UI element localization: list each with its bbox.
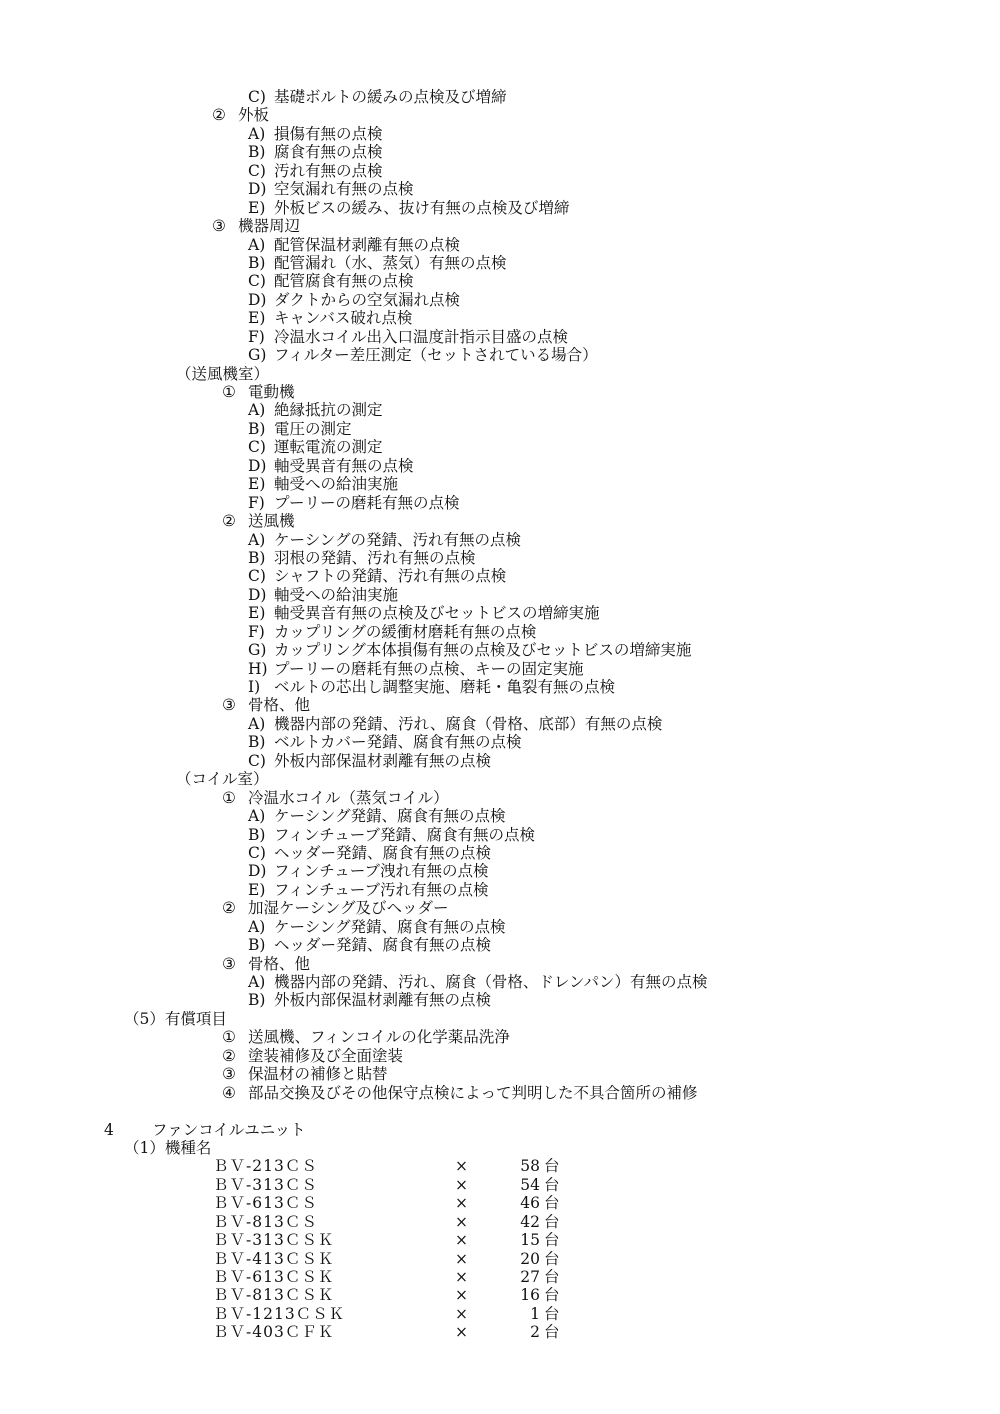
model-quantity: 20 — [520, 1249, 540, 1268]
line-text: プーリーの磨耗有無の点検 — [274, 493, 460, 512]
times-sign: × — [455, 1304, 468, 1323]
line-text: 外板ビスの緩み、抜け有無の点検及び増締 — [274, 198, 570, 217]
check-item — [0, 199, 1000, 217]
list-marker: ① — [222, 788, 236, 807]
line-text: ベルトの芯出し調整実施、磨耗・亀裂有無の点検 — [274, 678, 616, 696]
model-list — [0, 1157, 1000, 1341]
line-text: 保温材の補修と貼替 — [248, 1065, 388, 1084]
check-item — [0, 844, 1000, 862]
list-marker: B) — [248, 548, 266, 567]
list-marker: F) — [248, 493, 265, 512]
line-text: 骨格、他 — [248, 954, 311, 973]
numbered-heading — [0, 106, 1000, 124]
numbered-heading — [0, 383, 1000, 401]
check-item — [0, 162, 1000, 180]
list-marker: A) — [248, 530, 266, 549]
numbered-heading — [0, 899, 1000, 917]
list-marker: ① — [222, 383, 236, 401]
check-item — [0, 586, 1000, 604]
line-text: 外板内部保温材剥離有無の点検 — [274, 751, 492, 770]
list-marker: A) — [248, 807, 266, 826]
model-row — [0, 1305, 1000, 1323]
model-row — [0, 1194, 1000, 1212]
line-text: 軸受異音有無の点検 — [274, 456, 414, 475]
numbered-heading — [0, 512, 1000, 530]
section-heading — [0, 365, 1000, 383]
times-sign: × — [455, 1286, 468, 1305]
line-text: （送風機室） — [176, 364, 270, 383]
check-item — [0, 125, 1000, 143]
check-item — [0, 991, 1000, 1009]
list-marker: B) — [248, 991, 266, 1010]
list-marker: ③ — [222, 696, 236, 715]
check-item — [0, 936, 1000, 954]
list-marker: B) — [248, 936, 266, 955]
line-text: 機種名 — [164, 1138, 212, 1157]
check-item — [0, 254, 1000, 272]
blank-line — [0, 1102, 1000, 1120]
list-marker: H) — [248, 659, 268, 678]
model-name: ＢＶ-313ＣＳ — [213, 1175, 318, 1194]
model-name: ＢＶ-213ＣＳ — [213, 1157, 318, 1176]
check-item — [0, 549, 1000, 567]
list-marker: D) — [248, 862, 267, 881]
line-text: ベルトカバー発錆、腐食有無の点検 — [274, 733, 522, 752]
model-row — [0, 1231, 1000, 1249]
line-text: 加湿ケーシング及びヘッダー — [248, 899, 449, 918]
times-sign: × — [455, 1175, 468, 1194]
line-text: 運転電流の測定 — [274, 438, 383, 457]
line-text: 羽根の発錆、汚れ有無の点検 — [274, 548, 476, 567]
line-text: 外板 — [238, 106, 270, 125]
model-quantity: 46 — [520, 1194, 540, 1213]
list-marker: B) — [248, 825, 266, 844]
check-item — [0, 291, 1000, 309]
list-marker: A) — [248, 124, 266, 143]
model-name: ＢＶ-613ＣＳＫ — [213, 1268, 335, 1286]
list-marker: F) — [248, 622, 265, 641]
times-sign: × — [455, 1212, 468, 1231]
model-row — [0, 1286, 1000, 1304]
line-text: 送風機 — [248, 512, 295, 531]
check-item — [0, 236, 1000, 254]
check-item — [0, 678, 1000, 696]
line-text: 骨格、他 — [248, 696, 311, 715]
line-text: プーリーの磨耗有無の点検、キーの固定実施 — [274, 659, 584, 678]
list-marker: B) — [248, 419, 266, 438]
line-text: 送風機、フィンコイルの化学薬品洗浄 — [248, 1028, 510, 1047]
model-quantity: 15 — [520, 1231, 540, 1250]
list-marker: D) — [248, 585, 267, 604]
list-marker: ③ — [222, 1065, 236, 1084]
list-marker: 4 — [104, 1120, 114, 1139]
line-text: ケーシング発錆、腐食有無の点検 — [274, 807, 506, 826]
section-heading — [0, 770, 1000, 788]
times-sign: × — [455, 1231, 468, 1250]
model-row — [0, 1213, 1000, 1231]
check-item — [0, 328, 1000, 346]
check-item — [0, 531, 1000, 549]
check-item — [0, 752, 1000, 770]
line-text: シャフトの発錆、汚れ有無の点検 — [274, 567, 507, 586]
numbered-heading — [0, 1065, 1000, 1083]
model-row — [0, 1176, 1000, 1194]
list-marker: C) — [248, 751, 266, 770]
check-item — [0, 457, 1000, 475]
list-marker: （5） — [124, 1009, 165, 1028]
model-row — [0, 1250, 1000, 1268]
model-quantity: 42 — [520, 1212, 540, 1231]
subsection-heading — [0, 1010, 1000, 1028]
numbered-heading — [0, 1084, 1000, 1102]
line-text: 軸受への給油実施 — [274, 585, 399, 604]
numbered-heading — [0, 789, 1000, 807]
list-marker: E) — [248, 880, 266, 899]
check-item — [0, 881, 1000, 899]
list-marker: C) — [248, 567, 266, 586]
document-body — [0, 88, 1000, 1342]
quantity-unit: 台 — [544, 1231, 560, 1250]
list-marker: B) — [248, 143, 266, 162]
line-text: ケーシングの発錆、汚れ有無の点検 — [274, 530, 521, 549]
model-row — [0, 1268, 1000, 1286]
list-marker: C) — [248, 272, 266, 291]
model-name: ＢＶ-413ＣＳＫ — [213, 1249, 335, 1268]
numbered-heading — [0, 955, 1000, 973]
list-marker: ④ — [222, 1083, 236, 1102]
check-item — [0, 733, 1000, 751]
line-text: 機器内部の発錆、汚れ、腐食（骨格、底部）有無の点検 — [274, 714, 663, 733]
quantity-unit: 台 — [544, 1286, 560, 1305]
list-marker: C) — [248, 161, 266, 180]
model-quantity: 16 — [520, 1286, 540, 1305]
list-marker: A) — [248, 714, 266, 733]
list-marker: B) — [248, 253, 266, 272]
model-quantity: 54 — [520, 1175, 540, 1194]
model-quantity: 58 — [520, 1157, 540, 1176]
times-sign: × — [455, 1323, 468, 1342]
line-text: 冷温水コイル（蒸気コイル） — [248, 788, 449, 807]
quantity-unit: 台 — [544, 1323, 560, 1342]
line-text: 外板内部保温材剥離有無の点検 — [274, 991, 492, 1010]
check-item — [0, 567, 1000, 585]
model-quantity: 1 — [530, 1304, 540, 1323]
list-marker: B) — [248, 733, 266, 752]
check-item — [0, 272, 1000, 290]
line-text: 機器周辺 — [238, 217, 301, 236]
list-marker: ② — [212, 106, 226, 125]
chapter-heading — [0, 1121, 1000, 1139]
line-text: 電圧の測定 — [274, 419, 352, 438]
list-marker: D) — [248, 180, 267, 199]
check-item — [0, 862, 1000, 880]
line-text: ケーシング発錆、腐食有無の点検 — [274, 917, 506, 936]
list-marker: E) — [248, 309, 266, 328]
list-marker: ③ — [212, 217, 226, 236]
list-marker: C) — [248, 438, 266, 457]
line-text: 機器内部の発錆、汚れ、腐食（骨格、ドレンパン）有無の点検 — [274, 973, 708, 991]
list-marker: ② — [222, 899, 236, 918]
check-item — [0, 420, 1000, 438]
check-item — [0, 973, 1000, 991]
line-text: カップリング本体損傷有無の点検及びセットビスの増締実施 — [274, 641, 692, 660]
check-item — [0, 623, 1000, 641]
model-name: ＢＶ-613ＣＳ — [213, 1194, 318, 1213]
check-item — [0, 641, 1000, 659]
list-marker: ③ — [222, 954, 236, 973]
check-item — [0, 494, 1000, 512]
model-name: ＢＶ-313ＣＳＫ — [213, 1231, 335, 1250]
check-item — [0, 715, 1000, 733]
line-text: 軸受への給油実施 — [274, 475, 399, 494]
model-name: ＢＶ-1213ＣＳＫ — [213, 1304, 346, 1323]
line-text: 部品交換及びその他保守点検によって判明した不具合箇所の補修 — [248, 1083, 698, 1102]
line-text: キャンバス破れ点検 — [274, 309, 413, 328]
subsection-heading — [0, 1139, 1000, 1157]
list-marker: G) — [248, 641, 267, 660]
check-item — [0, 475, 1000, 493]
model-name: ＢＶ-813ＣＳ — [213, 1212, 318, 1231]
list-marker: （1） — [124, 1138, 165, 1157]
list-marker: A) — [248, 917, 266, 936]
check-item — [0, 918, 1000, 936]
line-text: 空気漏れ有無の点検 — [274, 180, 414, 199]
line-text: ダクトからの空気漏れ点検 — [274, 290, 461, 309]
line-text: フィンチューブ発錆、腐食有無の点検 — [274, 825, 536, 844]
inspection-list — [0, 88, 1000, 1157]
check-item — [0, 438, 1000, 456]
model-quantity: 27 — [520, 1268, 540, 1286]
check-item — [0, 180, 1000, 198]
line-text: フィルター差圧測定（セットされている場合） — [274, 346, 598, 365]
line-text: カップリングの緩衝材磨耗有無の点検 — [274, 622, 537, 641]
check-item — [0, 346, 1000, 364]
list-marker: ① — [222, 1028, 236, 1047]
line-text: 電動機 — [248, 383, 295, 401]
times-sign: × — [455, 1249, 468, 1268]
list-marker: A) — [248, 401, 266, 420]
list-marker: G) — [248, 346, 267, 365]
list-marker: E) — [248, 604, 266, 623]
model-row — [0, 1157, 1000, 1175]
check-item — [0, 309, 1000, 327]
line-text: 配管漏れ（水、蒸気）有無の点検 — [274, 253, 507, 272]
check-item — [0, 660, 1000, 678]
quantity-unit: 台 — [544, 1304, 560, 1323]
quantity-unit: 台 — [544, 1249, 560, 1268]
line-text: ヘッダー発錆、腐食有無の点検 — [274, 843, 492, 862]
quantity-unit: 台 — [544, 1268, 560, 1286]
model-name: ＢＶ-403ＣＦＫ — [213, 1323, 335, 1342]
times-sign: × — [455, 1194, 468, 1213]
check-item — [0, 88, 1000, 106]
list-marker: A) — [248, 235, 266, 254]
list-marker: ② — [222, 1046, 236, 1065]
line-text: 絶縁抵抗の測定 — [274, 401, 383, 420]
model-name: ＢＶ-813ＣＳＫ — [213, 1286, 335, 1305]
line-text: 冷温水コイル出入口温度計指示目盛の点検 — [274, 327, 569, 346]
quantity-unit: 台 — [544, 1212, 560, 1231]
line-text: ヘッダー発錆、腐食有無の点検 — [274, 936, 492, 955]
line-text: 汚れ有無の点検 — [274, 161, 383, 180]
line-text: 有償項目 — [164, 1009, 227, 1028]
times-sign: × — [455, 1157, 468, 1176]
numbered-heading — [0, 696, 1000, 714]
list-marker: I) — [248, 678, 261, 696]
check-item — [0, 826, 1000, 844]
model-row — [0, 1323, 1000, 1341]
line-text: 塗装補修及び全面塗装 — [248, 1046, 404, 1065]
times-sign: × — [455, 1268, 468, 1286]
line-text: 軸受異音有無の点検及びセットビスの増締実施 — [274, 604, 600, 623]
quantity-unit: 台 — [544, 1175, 560, 1194]
list-marker: A) — [248, 973, 266, 991]
numbered-heading — [0, 1047, 1000, 1065]
quantity-unit: 台 — [544, 1157, 560, 1176]
list-marker: C) — [248, 88, 266, 106]
list-marker: E) — [248, 198, 266, 217]
check-item — [0, 143, 1000, 161]
model-quantity: 2 — [530, 1323, 540, 1342]
list-marker: ② — [222, 512, 236, 531]
numbered-heading — [0, 217, 1000, 235]
list-marker: E) — [248, 475, 266, 494]
line-text: フィンチューブ洩れ有無の点検 — [274, 862, 489, 881]
quantity-unit: 台 — [544, 1194, 560, 1213]
list-marker: D) — [248, 456, 267, 475]
line-text: 腐食有無の点検 — [274, 143, 383, 162]
line-text: 基礎ボルトの緩みの点検及び増締 — [274, 88, 507, 106]
line-text: 配管腐食有無の点検 — [274, 272, 414, 291]
numbered-heading — [0, 1028, 1000, 1046]
check-item — [0, 807, 1000, 825]
line-text: フィンチューブ汚れ有無の点検 — [274, 880, 489, 899]
check-item — [0, 401, 1000, 419]
list-marker: C) — [248, 843, 266, 862]
list-marker: F) — [248, 327, 265, 346]
line-text: ファンコイルユニット — [152, 1120, 306, 1139]
line-text: 配管保温材剥離有無の点検 — [274, 235, 461, 254]
line-text: （コイル室） — [176, 770, 269, 789]
check-item — [0, 604, 1000, 622]
line-text: 損傷有無の点検 — [274, 124, 383, 143]
list-marker: D) — [248, 290, 267, 309]
